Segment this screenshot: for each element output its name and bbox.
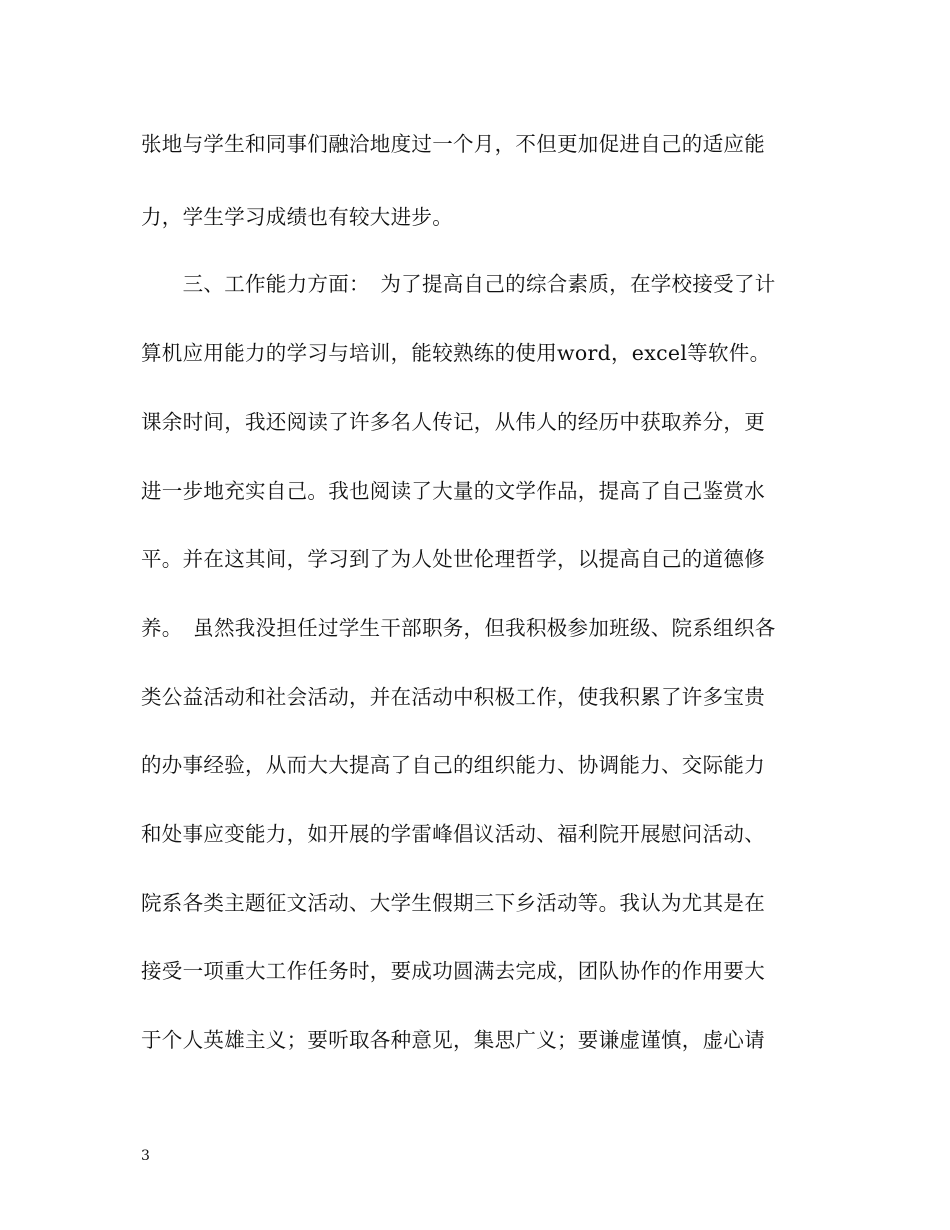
text-line-11: 和处事应变能力，如开展的学雷峰倡议活动、福利院开展慰问活动、 [141,822,765,846]
text-line-14: 于个人英雄主义；要听取各种意见，集思广义；要谦虚谨慎，虚心请 [141,1028,765,1052]
text-line-9: 类公益活动和社会活动，并在活动中积极工作，使我积累了许多宝贵 [141,685,765,709]
text-line-8: 养。 虽然我没担任过学生干部职务，但我积极参加班级、院系组织各 [141,616,776,640]
text-line-5: 课余时间，我还阅读了许多名人传记，从伟人的经历中获取养分，更 [141,410,765,434]
text-line-2: 力，学生学习成绩也有较大进步。 [141,205,453,229]
page-number: 3 [141,1148,150,1164]
text-line-10: 的办事经验，从而大大提高了自己的组织能力、协调能力、交际能力 [141,753,765,777]
text-line-13: 接受一项重大工作任务时，要成功圆满去完成，团队协作的作用要大 [141,959,765,983]
text-line-4: 算机应用能力的学习与培训，能较熟练的使用word，excel等软件。 [141,341,771,365]
text-line-7: 平。并在这其间，学习到了为人处世伦理哲学，以提高自己的道德修 [141,547,765,571]
text-line-12: 院系各类主题征文活动、大学生假期三下乡活动等。我认为尤其是在 [141,891,765,915]
text-line-6: 进一步地充实自己。我也阅读了大量的文学作品，提高了自己鉴赏水 [141,479,765,503]
text-line-1: 张地与学生和同事们融洽地度过一个月，不但更加促进自己的适应能 [141,132,765,156]
text-line-3: 三、工作能力方面： 为了提高自己的综合素质，在学校接受了计 [141,272,776,296]
